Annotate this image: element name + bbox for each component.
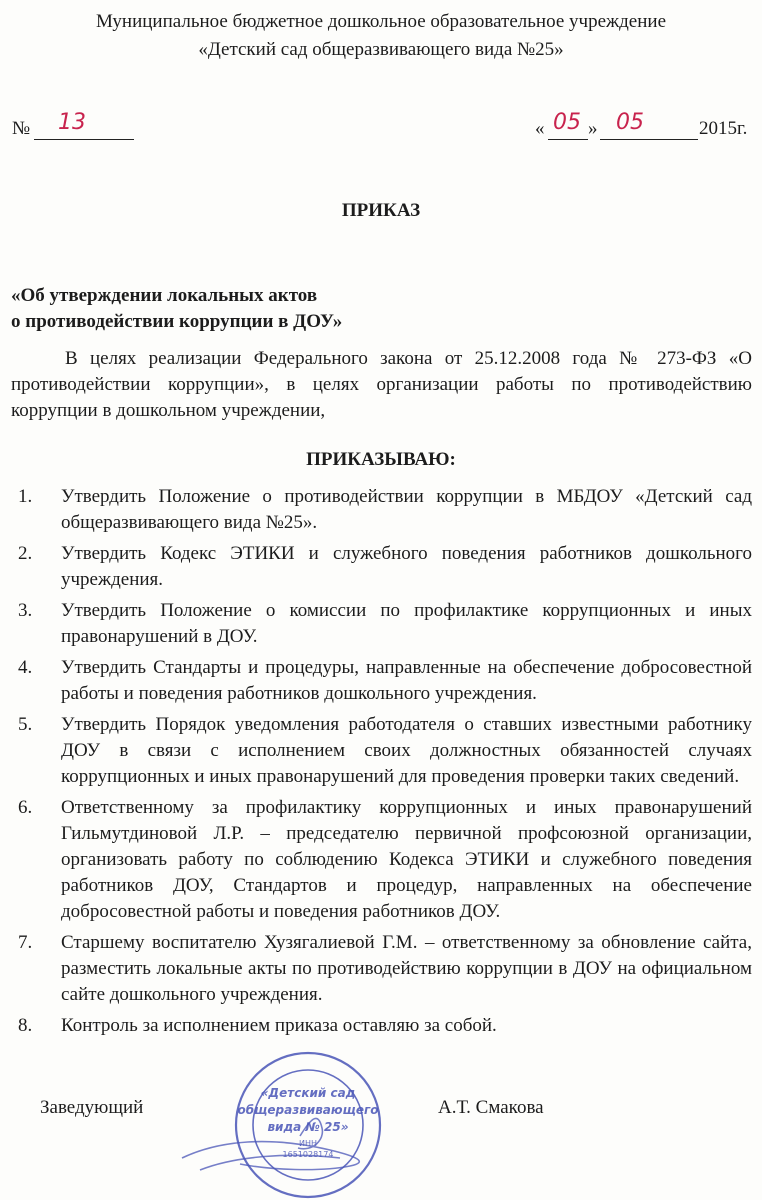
number-handwritten: 13	[58, 110, 86, 135]
org-name-line-1: Муниципальное бюджетное дошкольное образовательное учреждение	[96, 11, 666, 32]
stamp-text-1: «Детский сад	[260, 1086, 356, 1100]
order-item: 1. Утвердить Положение о противодействии коррупции в МБДОУ «Детский сад общеразвивающего вида №25».	[18, 486, 752, 533]
order-item: 3. Утвердить Положение о комиссии по профилактике коррупционных и иных правонарушений в ДОУ.	[18, 600, 752, 647]
stamp-inn-label: ИНН	[298, 1139, 318, 1148]
day-underline	[548, 139, 588, 140]
preamble-line-2: противодействии коррупции», в целях организации работы по противодействию	[11, 374, 752, 395]
number-underline	[34, 139, 134, 140]
preamble-line-3: коррупции в дошкольном учреждении,	[11, 400, 326, 421]
order-item: 7. Старшему воспитателю Хузягалиевой Г.М. – ответственному за обновление сайта, разместить локальные акты по противодействию коррупции в ДОУ на официальном сайте дошкольного учреждения.	[18, 932, 752, 1005]
order-heading: ПРИКАЗЫВАЮ:	[306, 449, 456, 470]
order-item: 4. Утвердить Стандарты и процедуры, направленные на обеспечение добросовестной работы и поведения работников дошкольного учреждения.	[18, 657, 752, 704]
org-name-line-2: «Детский сад общеразвивающего вида №25»	[198, 39, 564, 60]
date-quote-open: «	[535, 118, 545, 139]
preamble-line-1: В целях реализации Федерального закона от 25.12.2008 года № 273-ФЗ «О	[65, 348, 752, 369]
order-items	[18, 484, 752, 1044]
stamp-text-3: вида № 25»	[267, 1120, 349, 1134]
order-item: 8. Контроль за исполнением приказа оставляю за собой.	[18, 1015, 497, 1036]
signature-role: Заведующий	[40, 1097, 144, 1118]
official-stamp	[180, 1040, 410, 1200]
signature-name: А.Т. Смакова	[438, 1097, 544, 1118]
month-handwritten: 05	[616, 110, 644, 135]
document-title: ПРИКАЗ	[341, 200, 421, 221]
number-label: №	[12, 118, 31, 139]
month-underline	[600, 139, 698, 140]
order-item: 6. Ответственному за профилактику коррупционных и иных правонарушений Гильмутдиновой Л.Р. – председателю первичной профсоюзной организации, организовать работу по соблюдению Кодекса ЭТИКИ и служебного поведения работников ДОУ, Стандартов и процедур, направленных на обеспечение добросовестной работы и поведения работников ДОУ.	[18, 797, 752, 922]
order-item: 5. Утвердить Порядок уведомления работодателя о ставших известными работнику ДОУ в связи с исполнением своих должностных обязанностей случаях коррупционных и иных правонарушений для проведения проверки таких сведений.	[18, 714, 752, 787]
order-item: 2. Утвердить Кодекс ЭТИКИ и служебного поведения работников дошкольного учреждения.	[18, 543, 752, 590]
subject-line-2: о противодействии коррупции в ДОУ»	[11, 311, 343, 332]
preamble	[11, 346, 752, 424]
stamp-text-2: общеразвивающего	[237, 1103, 379, 1117]
day-handwritten: 05	[553, 110, 581, 135]
date-quote-close: »	[588, 118, 598, 139]
stamp-inn-value: 1651028174	[282, 1150, 334, 1159]
subject-line-1: «Об утверждении локальных актов	[11, 285, 318, 306]
date-year: 2015г.	[699, 118, 748, 139]
